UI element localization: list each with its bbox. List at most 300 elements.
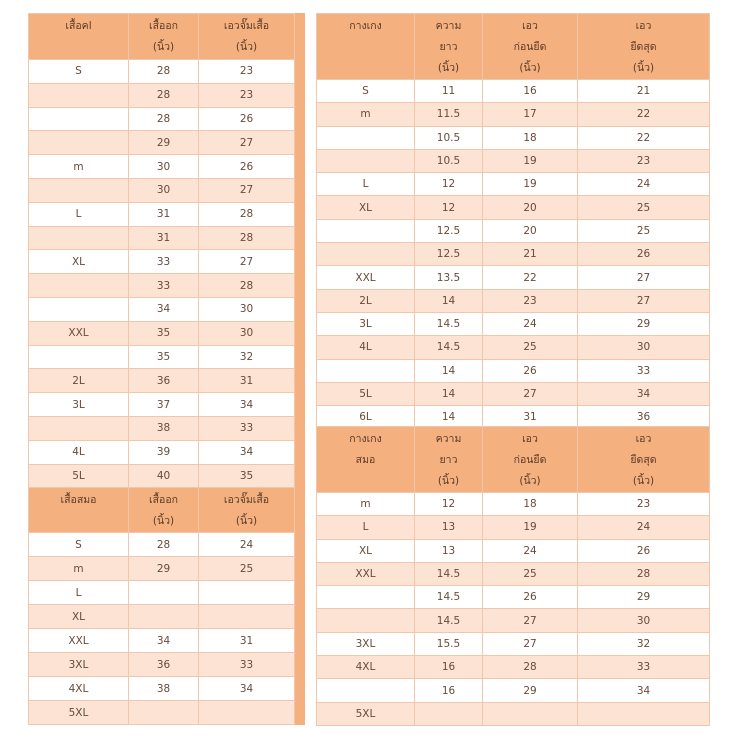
measurement-cell: 34 [129,297,199,321]
header-line: (นิ้ว) [437,475,460,487]
measurement-cell: 34 [578,382,710,405]
table-row [317,336,710,359]
table-row [29,653,305,677]
measurement-cell: 20 [483,196,578,219]
measurement-cell: 29 [578,586,710,609]
measurement-cell: 14 [415,382,483,405]
table-row [29,605,305,629]
size-cell [317,243,415,266]
size-cell: XL [317,539,415,562]
edge-strip [295,60,305,84]
size-cell: 4L [29,440,129,464]
measurement-cell: 12 [415,196,483,219]
measurement-cell: 27 [578,289,710,312]
measurement-cell: 27 [199,131,295,155]
edge-strip [295,178,305,202]
edge-strip [295,83,305,107]
header-line: (นิ้ว) [437,62,460,74]
measurement-cell: 21 [483,243,578,266]
header-line: (นิ้ว) [632,62,655,74]
measurement-cell: 10.5 [415,149,483,172]
column-header [415,14,483,80]
measurement-cell: 22 [578,103,710,126]
measurement-cell: 28 [129,60,199,84]
measurement-cell: 34 [578,679,710,702]
header-line: เอว [522,433,538,445]
table-row [29,581,305,605]
measurement-cell: 16 [483,80,578,103]
size-cell [29,297,129,321]
size-cell [317,609,415,632]
table-row [29,202,305,226]
measurement-cell: 15.5 [415,632,483,655]
measurement-cell: 14.5 [415,562,483,585]
table-row [29,629,305,653]
column-header [29,488,129,533]
size-cell: 3XL [29,653,129,677]
measurement-cell: 10.5 [415,126,483,149]
header-line: ความ [435,20,462,32]
column-header [29,14,129,60]
measurement-cell: 33 [129,250,199,274]
size-cell: 5L [317,382,415,405]
edge-strip [295,202,305,226]
table-row [317,493,710,516]
measurement-cell: 24 [578,516,710,539]
table-row [29,533,305,557]
measurement-cell: 28 [199,202,295,226]
table-row [29,297,305,321]
measurement-cell: 14.5 [415,609,483,632]
edge-strip [295,581,305,605]
size-cell [317,359,415,382]
edge-strip [295,416,305,440]
table-row [317,196,710,219]
header-line: (นิ้ว) [152,41,175,53]
measurement-cell: 34 [129,629,199,653]
measurement-cell: 19 [483,149,578,172]
edge-strip [295,369,305,393]
size-cell [317,149,415,172]
measurement-cell: 31 [129,226,199,250]
measurement-cell: 30 [129,155,199,179]
size-cell: L [317,173,415,196]
table-row [29,155,305,179]
measurement-cell [199,701,295,725]
measurement-cell: 37 [129,393,199,417]
table-row [317,289,710,312]
measurement-cell: 34 [199,677,295,701]
measurement-cell: 35 [129,321,199,345]
size-cell: XL [29,605,129,629]
measurement-cell: 27 [483,382,578,405]
size-cell [29,345,129,369]
table-row [29,60,305,84]
header-line: ยาว [439,41,458,53]
header-line: ก่อนยืด [513,41,547,53]
measurement-cell: 39 [129,440,199,464]
size-cell: S [29,533,129,557]
measurement-cell: 31 [199,369,295,393]
measurement-cell [415,702,483,725]
measurement-cell: 22 [483,266,578,289]
table-row [317,516,710,539]
table-row [317,219,710,242]
table-row [317,632,710,655]
measurement-cell [129,605,199,629]
edge-strip [295,440,305,464]
measurement-cell: 11.5 [415,103,483,126]
header-line: ยาว [439,454,458,466]
header-row [317,427,710,493]
measurement-cell: 38 [129,416,199,440]
edge-strip [295,488,305,533]
header-line: สมอ [355,454,376,466]
measurement-cell: 28 [578,562,710,585]
size-cell: 2L [29,369,129,393]
header-line: (นิ้ว) [632,475,655,487]
header-line: ยืดสุด [630,454,657,466]
table-row [317,539,710,562]
measurement-cell: 34 [199,393,295,417]
header-line: เสื้ออก [149,494,178,506]
table-row [29,369,305,393]
measurement-cell: 27 [483,609,578,632]
header-line: เสื้อคl [65,20,92,32]
measurement-cell: 16 [415,679,483,702]
table-row [29,701,305,725]
header-line: เอว [522,20,538,32]
table-row [317,586,710,609]
edge-strip [295,533,305,557]
column-header [483,14,578,80]
measurement-cell: 27 [199,250,295,274]
pants-size-table [316,13,710,429]
measurement-cell: 28 [199,274,295,298]
table-row [29,250,305,274]
header-row [29,488,305,533]
header-line: เสื้อสมอ [60,494,97,506]
edge-strip [295,250,305,274]
measurement-cell [199,581,295,605]
column-header [317,14,415,80]
shirt-size-table [28,13,305,488]
column-header [199,14,295,60]
measurement-cell: 36 [578,406,710,429]
header-line: (นิ้ว) [235,41,258,53]
measurement-cell: 32 [578,632,710,655]
size-cell: 4XL [317,656,415,679]
column-header [317,427,415,493]
table-row [29,345,305,369]
measurement-cell: 26 [483,359,578,382]
measurement-cell: 36 [129,369,199,393]
size-cell: 4XL [29,677,129,701]
table-row [29,178,305,202]
table-row [317,149,710,172]
measurement-cell: 36 [129,653,199,677]
measurement-cell: 25 [483,562,578,585]
edge-strip [295,297,305,321]
measurement-cell: 28 [129,533,199,557]
table-row [29,83,305,107]
measurement-cell: 17 [483,103,578,126]
measurement-cell: 35 [199,464,295,488]
measurement-cell: 13.5 [415,266,483,289]
column-header [578,427,710,493]
size-cell [317,126,415,149]
measurement-cell: 30 [578,336,710,359]
edge-strip [295,274,305,298]
measurement-cell: 14.5 [415,336,483,359]
header-line: เอวจั๊มเสื้อ [223,494,270,506]
measurement-cell: 30 [199,321,295,345]
measurement-cell [578,702,710,725]
measurement-cell: 31 [129,202,199,226]
table-row [317,126,710,149]
size-cell: 4L [317,336,415,359]
measurement-cell: 11 [415,80,483,103]
size-cell: m [317,493,415,516]
size-cell: 2L [317,289,415,312]
table-row [29,464,305,488]
column-header [415,427,483,493]
measurement-cell: 19 [483,173,578,196]
measurement-cell: 19 [483,516,578,539]
measurement-cell: 38 [129,677,199,701]
measurement-cell: 18 [483,493,578,516]
measurement-cell: 34 [199,440,295,464]
edge-strip [295,605,305,629]
size-cell: 6L [317,406,415,429]
measurement-cell [483,702,578,725]
column-header [483,427,578,493]
header-line: กางเกง [349,433,382,445]
table-row [29,274,305,298]
measurement-cell: 24 [483,312,578,335]
header-line: ยืดสุด [630,41,657,53]
size-cell [317,219,415,242]
measurement-cell: 14.5 [415,586,483,609]
measurement-cell: 25 [199,557,295,581]
measurement-cell [129,701,199,725]
measurement-cell: 13 [415,516,483,539]
header-line: (นิ้ว) [152,515,175,527]
column-header [199,488,295,533]
edge-strip [295,226,305,250]
size-cell [29,131,129,155]
measurement-cell: 27 [578,266,710,289]
measurement-cell: 29 [483,679,578,702]
table-row [29,440,305,464]
measurement-cell: 26 [578,539,710,562]
measurement-cell: 22 [578,126,710,149]
header-line: (นิ้ว) [519,475,541,487]
measurement-cell [129,581,199,605]
measurement-cell: 35 [129,345,199,369]
size-cell: 3L [317,312,415,335]
table-row [317,173,710,196]
size-cell [29,107,129,131]
measurement-cell: 28 [129,107,199,131]
measurement-cell: 29 [578,312,710,335]
measurement-cell: 33 [578,359,710,382]
measurement-cell: 40 [129,464,199,488]
edge-strip [295,629,305,653]
measurement-cell: 25 [483,336,578,359]
measurement-cell: 12 [415,493,483,516]
measurement-cell: 23 [483,289,578,312]
size-cell [29,226,129,250]
measurement-cell: 29 [129,557,199,581]
edge-strip [295,155,305,179]
size-cell: L [29,581,129,605]
header-line: กางเกง [349,20,382,32]
measurement-cell: 30 [578,609,710,632]
table-row [317,266,710,289]
measurement-cell: 26 [199,155,295,179]
header-line: (นิ้ว) [235,515,258,527]
edge-strip [295,321,305,345]
header-row [29,14,305,60]
table-row [317,609,710,632]
header-line: ความ [435,433,462,445]
measurement-cell: 24 [483,539,578,562]
table-row [29,557,305,581]
table-row [317,656,710,679]
measurement-cell: 14 [415,289,483,312]
size-cell: 3L [29,393,129,417]
size-cell: XL [29,250,129,274]
measurement-cell: 32 [199,345,295,369]
size-cell [317,586,415,609]
measurement-cell: 31 [199,629,295,653]
table-row [317,562,710,585]
header-row [317,14,710,80]
table-row [317,382,710,405]
measurement-cell: 20 [483,219,578,242]
measurement-cell: 26 [578,243,710,266]
size-cell [29,83,129,107]
measurement-cell: 21 [578,80,710,103]
column-header [129,14,199,60]
measurement-cell: 26 [483,586,578,609]
size-cell: S [29,60,129,84]
measurement-cell: 30 [129,178,199,202]
edge-strip [295,557,305,581]
table-row [29,677,305,701]
measurement-cell: 28 [199,226,295,250]
table-row [317,702,710,725]
measurement-cell: 14 [415,406,483,429]
table-row [317,243,710,266]
smock-shirt-size-table [28,487,305,725]
measurement-cell: 26 [199,107,295,131]
measurement-cell: 13 [415,539,483,562]
edge-strip [295,653,305,677]
measurement-cell: 27 [483,632,578,655]
size-cell: L [317,516,415,539]
measurement-cell: 23 [578,149,710,172]
edge-strip [295,393,305,417]
edge-strip [295,131,305,155]
measurement-cell: 14 [415,359,483,382]
measurement-cell: 28 [483,656,578,679]
size-cell: m [29,155,129,179]
size-cell: XXL [29,321,129,345]
measurement-cell: 31 [483,406,578,429]
measurement-cell: 23 [199,83,295,107]
measurement-cell [199,605,295,629]
measurement-cell: 24 [199,533,295,557]
column-header [578,14,710,80]
table-row [317,359,710,382]
measurement-cell: 18 [483,126,578,149]
size-cell: XXL [29,629,129,653]
table-row [29,107,305,131]
measurement-cell: 27 [199,178,295,202]
table-row [29,131,305,155]
header-line: เอวจั๊มเสื้อ [223,20,270,32]
measurement-cell: 33 [129,274,199,298]
edge-strip [295,701,305,725]
table-row [29,226,305,250]
size-cell: 5XL [29,701,129,725]
size-cell: XXL [317,266,415,289]
size-cell: L [29,202,129,226]
size-cell: 5L [29,464,129,488]
size-cell [29,274,129,298]
size-cell [317,679,415,702]
edge-strip [295,464,305,488]
size-cell: m [317,103,415,126]
edge-strip [295,14,305,60]
size-cell [29,178,129,202]
table-row [317,312,710,335]
size-cell: m [29,557,129,581]
measurement-cell: 12.5 [415,219,483,242]
table-row [317,679,710,702]
measurement-cell: 25 [578,219,710,242]
size-cell: 5XL [317,702,415,725]
measurement-cell: 25 [578,196,710,219]
measurement-cell: 33 [578,656,710,679]
table-row [317,80,710,103]
measurement-cell: 28 [129,83,199,107]
measurement-cell: 30 [199,297,295,321]
measurement-cell: 29 [129,131,199,155]
header-line: ก่อนยืด [513,454,547,466]
size-cell: XL [317,196,415,219]
measurement-cell: 33 [199,416,295,440]
header-line: เอว [635,433,652,445]
size-cell: XXL [317,562,415,585]
edge-strip [295,677,305,701]
smock-pants-size-table [316,426,710,726]
header-line: (นิ้ว) [519,62,541,74]
table-row [29,321,305,345]
table-row [29,393,305,417]
measurement-cell: 12 [415,173,483,196]
column-header [129,488,199,533]
measurement-cell: 16 [415,656,483,679]
table-row [29,416,305,440]
measurement-cell: 23 [199,60,295,84]
edge-strip [295,107,305,131]
measurement-cell: 14.5 [415,312,483,335]
table-row [317,103,710,126]
size-cell: S [317,80,415,103]
